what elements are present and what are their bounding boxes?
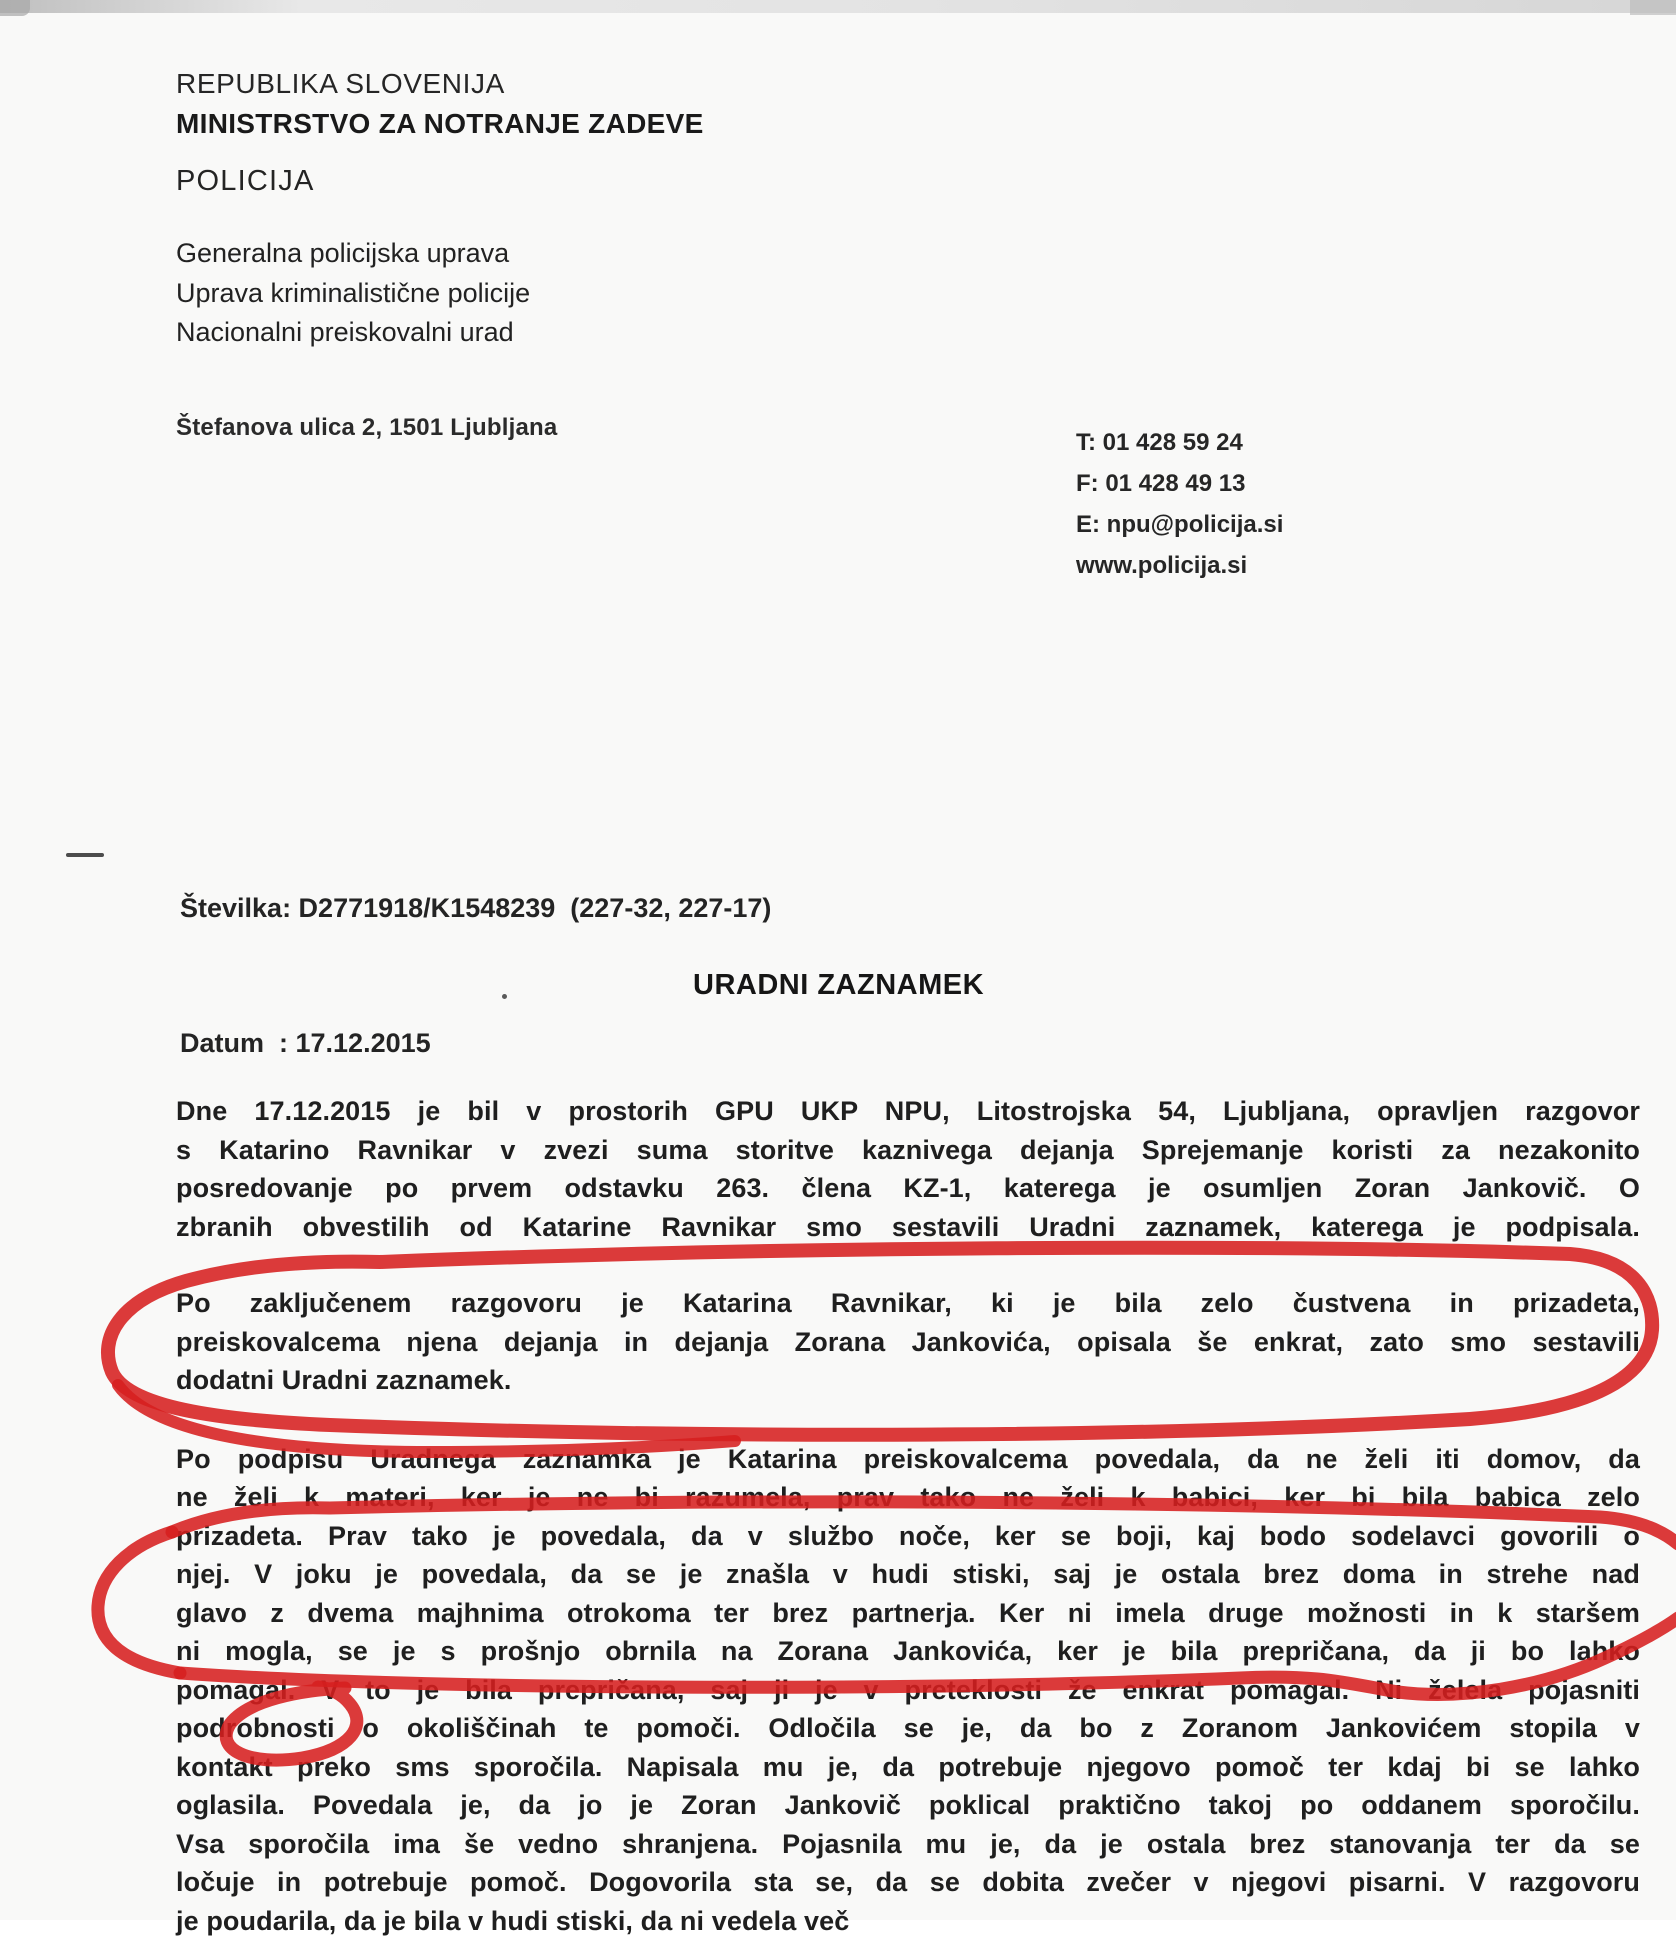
header-ministry: MINISTRSTVO ZA NOTRANJE ZADEVE	[176, 108, 704, 140]
paragraph-3-line-9: kontakt preko sms sporočila. Napisala mu je, da potrebuje njegovo pomoč ter kdaj bi se lahko	[176, 1748, 1640, 1787]
paragraph-3-line-3: prizadeta. Prav tako je povedala, da v službo noče, ker se boji, kaj bodo sodelavci govorili o	[176, 1517, 1640, 1556]
document-title: URADNI ZAZNAMEK	[693, 969, 984, 1002]
margin-dash-mark	[66, 853, 104, 857]
contact-line: T: 01 428 59 24	[1076, 422, 1283, 463]
stray-dot-mark	[502, 994, 507, 999]
header-org-unit-line: Uprava kriminalistične policije	[176, 274, 530, 314]
paragraph-1-line-3: posredovanje po prvem odstavku 263. člena KZ-1, katerega je osumljen Zoran Jankovič. O	[176, 1169, 1640, 1208]
paragraph-1	[176, 1092, 1640, 1246]
header-address: Štefanova ulica 2, 1501 Ljubljana	[176, 414, 557, 442]
scan-corner-smudge-right	[1630, 0, 1676, 15]
paragraph-3-line-12: ločuje in potrebuje pomoč. Dogovorila sta se, da se dobita zvečer v njegovi pisarni. V razgovoru	[176, 1863, 1640, 1902]
scan-corner-smudge-left	[0, 0, 30, 16]
header-police: POLICIJA	[176, 165, 315, 198]
paragraph-2-line-2: preiskovalcema njena dejanja in dejanja Zorana Jankovića, opisala še enkrat, zato smo sestavili	[176, 1323, 1640, 1362]
contact-line: www.policija.si	[1076, 545, 1283, 586]
red-circle-paragraph-3-left-side	[98, 1532, 180, 1673]
paragraph-3-line-11: Vsa sporočila ima še vedno shranjena. Pojasnila mu je, da je ostala brez stanovanja ter da se	[176, 1825, 1640, 1864]
reference-date-line: Datum : 17.12.2015	[180, 1021, 771, 1066]
paragraph-3-line-8: podrobnosti o okoliščinah te pomoči. Odločila se je, da bo z Zoranom Jankovićem stopila v	[176, 1709, 1640, 1748]
header-country: REPUBLIKA SLOVENIJA	[176, 68, 505, 100]
paragraph-1-line-4: zbranih obvestilih od Katarine Ravnikar smo sestavili Uradni zaznamek, katerega je podpisala.	[176, 1208, 1640, 1247]
paragraph-3-line-2: ne želi k materi, ker je ne bi razumela, prav tako ne želi k babici, ker bi bila babica zelo	[176, 1478, 1640, 1517]
paragraph-3-line-4: njej. V joku je povedala, da se je znašla v hudi stiski, saj je ostala brez doma in strehe nad	[176, 1555, 1640, 1594]
header-org-units	[176, 234, 530, 353]
scan-edge-artifact	[0, 0, 1676, 13]
contact-line: F: 01 428 49 13	[1076, 463, 1283, 504]
paragraph-1-line-1: Dne 17.12.2015 je bil v prostorih GPU UKP NPU, Litostrojska 54, Ljubljana, opravljen razgovor	[176, 1092, 1640, 1131]
paragraph-3-line-13: je poudarila, da je bila v hudi stiski, da ni vedela več	[176, 1902, 1640, 1940]
paragraph-3-line-5: glavo z dvema majhnima otrokoma ter brez partnerja. Ker ni imela druge možnosti in k staršem	[176, 1594, 1640, 1633]
paragraph-3-line-10: oglasila. Povedala je, da jo je Zoran Jankovič poklical praktično takoj po oddanem sporočilu.	[176, 1786, 1640, 1825]
contact-block	[1076, 422, 1283, 586]
paragraph-2-line-3: dodatni Uradni zaznamek.	[176, 1361, 1640, 1400]
contact-line: E: npu@policija.si	[1076, 504, 1283, 545]
paragraph-2-line-1: Po zaključenem razgovoru je Katarina Ravnikar, ki je bila zelo čustvena in prizadeta,	[176, 1284, 1640, 1323]
paragraph-3	[176, 1440, 1640, 1940]
paragraph-2	[176, 1284, 1640, 1400]
document-body	[176, 1092, 1640, 1940]
reference-number-line: Številka: D2771918/K1548239 (227-32, 227-17)	[180, 886, 771, 931]
paragraph-1-line-2: s Katarino Ravnikar v zvezi suma storitve kaznivega dejanja Sprejemanje koristi za nezakonito	[176, 1131, 1640, 1170]
header-org-unit-line: Nacionalni preiskovalni urad	[176, 313, 530, 353]
paragraph-3-line-7: pomagal. V to je bila prepričana, saj ji je v preteklosti že enkrat pomagal. Ni želela pojasniti	[176, 1671, 1640, 1710]
paragraph-3-line-1: Po podpisu Uradnega zaznamka je Katarina preiskovalcema povedala, da ne želi iti domov, da	[176, 1440, 1640, 1479]
header-org-unit-line: Generalna policijska uprava	[176, 234, 530, 274]
paragraph-3-line-6: ni mogla, se je s prošnjo obrnila na Zorana Jankovića, ker je bila prepričana, da ji bo lahko	[176, 1632, 1640, 1671]
